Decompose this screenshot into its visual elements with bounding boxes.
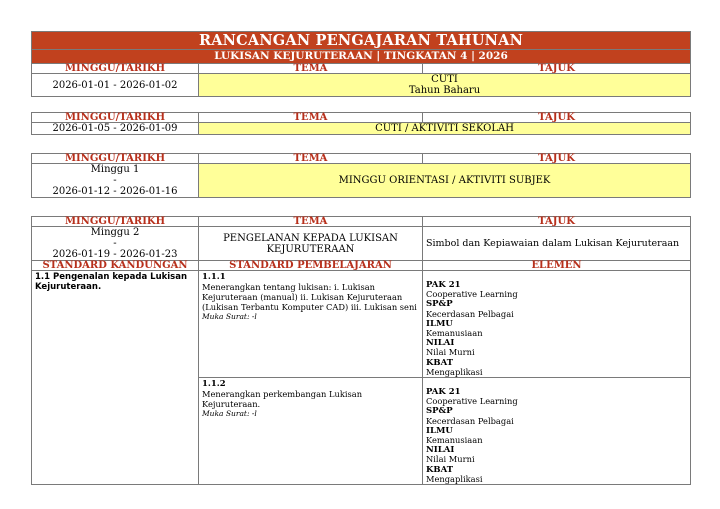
tajuk-line: Tahun Baharu [408, 85, 481, 96]
elemen-value: Kemanusiaan [426, 328, 483, 339]
elemen-value: Nilai Murni [426, 347, 475, 358]
document-title: RANCANGAN PENGAJARAN TAHUNAN [32, 32, 691, 50]
header-tema: TEMA [199, 113, 423, 123]
header-tema: TEMA [199, 154, 423, 164]
sp-page-ref: Muka Surat: -l [202, 312, 257, 321]
tajuk-cell [199, 74, 691, 97]
header-tajuk: TAJUK [423, 64, 691, 74]
elemen-label: ILMU [426, 425, 453, 436]
elemen-label: ILMU [426, 318, 453, 329]
elemen-label: PAK 21 [426, 280, 461, 290]
week-table-3 [31, 153, 691, 198]
document-subtitle: LUKISAN KEJURUTERAAN | TINGKATAN 4 | 2026 [32, 50, 691, 64]
header-minggu: MINGGU/TARIKH [32, 217, 199, 227]
header-tema: TEMA [199, 64, 423, 74]
header-tajuk: TAJUK [423, 154, 691, 164]
elemen-value: Kecerdasan Pelbagai [426, 415, 514, 426]
elemen-value: Nilai Murni [426, 454, 475, 465]
week-date: 2026-01-01 - 2026-01-02 [32, 74, 199, 97]
sp-text: Menerangkan perkembangan Lukisan Kejuruteraan. [202, 389, 363, 410]
elemen-value: Mengaplikasi [426, 366, 483, 377]
week-table-1 [31, 31, 691, 97]
week-table-4 [31, 216, 691, 485]
sp-code: 1.1.1 [202, 272, 226, 282]
elemen-value: Mengaplikasi [426, 473, 483, 484]
week-dash: - [113, 238, 117, 249]
elemen-label: NILAI [426, 338, 455, 349]
week-table-2 [31, 112, 691, 135]
week-cell [32, 164, 199, 198]
standard-pembelajaran-cell [199, 271, 423, 378]
header-tajuk: TAJUK [423, 113, 691, 123]
elemen-label: KBAT [426, 464, 454, 475]
header-tema: TEMA [199, 217, 423, 227]
elemen-value: Kecerdasan Pelbagai [426, 308, 514, 319]
elemen-label: PAK 21 [426, 387, 461, 398]
tema-cell: PENGELANAN KEPADA LUKISAN KEJURUTERAAN [199, 227, 423, 261]
week-cell [32, 227, 199, 261]
standard-kandungan-cell: 1.1 Pengenalan kepada Lukisan Kejuruteraan. [32, 271, 199, 485]
header-elemen: ELEMEN [423, 261, 691, 271]
elemen-label: NILAI [426, 445, 455, 456]
elemen-cell [423, 378, 691, 485]
header-minggu: MINGGU/TARIKH [32, 113, 199, 123]
elemen-cell [423, 271, 691, 378]
sp-page-ref: Muka Surat: -l [202, 409, 257, 419]
header-tajuk: TAJUK [423, 217, 691, 227]
standard-pembelajaran-cell [199, 378, 423, 485]
header-standard-kandungan: STANDARD KANDUNGAN [32, 261, 199, 271]
week-date: 2026-01-05 - 2026-01-09 [32, 123, 199, 135]
header-standard-pembelajaran: STANDARD PEMBELAJARAN [199, 261, 423, 271]
tajuk-cell: MINGGU ORIENTASI / AKTIVITI SUBJEK [199, 164, 691, 198]
elemen-value: Kemanusiaan [426, 435, 483, 446]
elemen-value: Cooperative Learning [426, 289, 518, 300]
week-date: 2026-01-19 - 2026-01-23 [52, 249, 178, 260]
elemen-value: Cooperative Learning [426, 396, 518, 407]
header-minggu: MINGGU/TARIKH [32, 64, 199, 74]
tajuk-cell: CUTI / AKTIVITI SEKOLAH [199, 123, 691, 135]
week-dash: - [113, 175, 117, 186]
week-date: 2026-01-12 - 2026-01-16 [52, 186, 178, 197]
week-label: Minggu 2 [90, 227, 140, 238]
sp-text: Menerangkan tentang lukisan: i. Lukisan Kejuruteraan (manual) ii. Lukisan Kejuruteraan (Lukisan Terbantu Komputer CAD) iii. Lukisan seni [202, 282, 417, 312]
elemen-label: SP&P [426, 406, 453, 417]
elemen-label: SP&P [426, 299, 453, 310]
tajuk-line: CUTI [431, 74, 458, 85]
tajuk-cell: Simbol dan Kepiawaian dalam Lukisan Kejuruteraan [423, 227, 691, 261]
week-label: Minggu 1 [90, 164, 140, 175]
elemen-label: KBAT [426, 357, 454, 368]
rpt-document [31, 31, 690, 485]
sp-code: 1.1.2 [202, 379, 226, 390]
header-minggu: MINGGU/TARIKH [32, 154, 199, 164]
